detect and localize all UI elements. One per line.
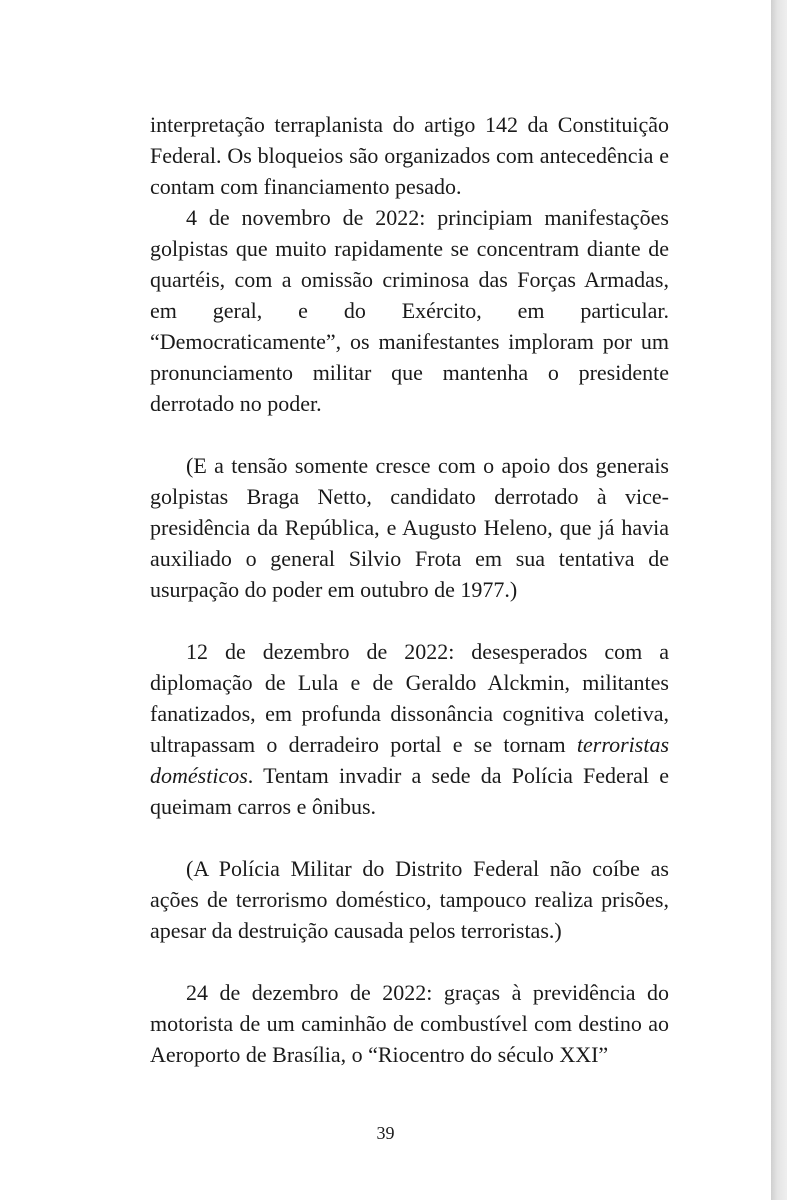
page-edge-shadow [771,0,787,1200]
paragraph-december-12 [150,636,669,822]
paragraph-december-12-lead: 12 de dezembro de 2022: desesperados com a diplomação de Lula e de Geraldo Alckmin, militantes fanatizados, em profunda dissonância cognitiva coletiva, ultrapassam o derradeiro portal e se tornam [150,639,669,757]
body-text [150,109,669,1070]
paragraph-december-12-tail: . Tentam invadir a sede da Polícia Federal e queimam carros e ônibus. [150,763,669,819]
paragraph-december-24: 24 de dezembro de 2022: graças à previdência do motorista de um caminhão de combustível com destino ao Aeroporto de Brasília, o “Riocentro do século XXI” [150,980,669,1067]
paragraph-november-4: 4 de novembro de 2022: principiam manifestações golpistas que muito rapidamente se concentram diante de quartéis, com a omissão criminosa das Forças Armadas, em geral, e do Exército, em particular. “Democraticamente”, os manifestantes imploram por um pronunciamento militar que mantenha o presidente derrotado no poder. [150,205,669,416]
paragraph-continuation: interpretação terraplanista do artigo 142 da Constituição Federal. Os bloqueios são organizados com antecedência e contam com financiamento pesado. [150,112,669,199]
page-number: 39 [376,1123,395,1143]
paragraph-december-12-italic: terroristas domésticos [150,732,669,788]
paragraph-military-police-aside: (A Polícia Militar do Distrito Federal não coíbe as ações de terrorismo doméstico, tampouco realiza prisões, apesar da destruição causada pelos terroristas.) [150,856,669,943]
paragraph-generals-aside: (E a tensão somente cresce com o apoio dos generais golpistas Braga Netto, candidato derrotado à vice-presidência da República, e Augusto Heleno, que já havia auxiliado o general Silvio Frota em sua tentativa de usurpação do poder em outubro de 1977.) [150,453,669,602]
